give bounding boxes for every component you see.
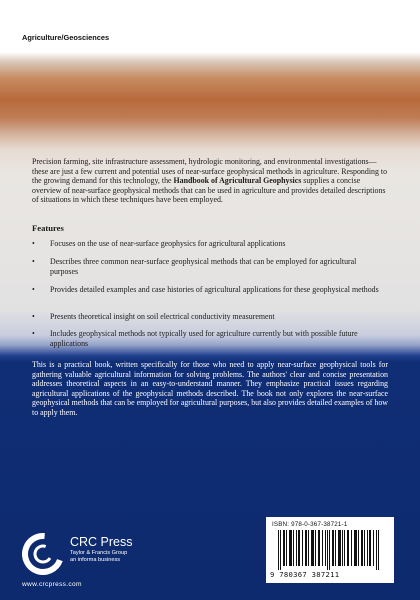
- publisher-group: Taylor & Francis Group: [70, 550, 128, 556]
- publisher-tagline: an informa business: [70, 557, 121, 563]
- feature-item: [32, 257, 382, 276]
- crc-press-logo-icon: [22, 533, 64, 575]
- isbn-text: ISBN: 978-0-367-38721-1: [272, 521, 348, 528]
- intro-paragraph: [32, 157, 388, 205]
- feature-text: Focuses on the use of near-surface geophysics for agricultural applications: [50, 239, 286, 248]
- feature-text: Describes three common near-surface geophysical methods that can be employed for agricultural purposes: [50, 257, 357, 276]
- barcode-number: 9 780367 387211: [270, 570, 340, 579]
- publisher-name: CRC Press: [70, 535, 133, 549]
- publisher-logo: [22, 533, 172, 575]
- intro-text-start: Precision farming, site infrastructure assessment, hydrologic monitoring, and environmental investigations—these are just a few current and potential uses of near-surface geophysical methods in agriculture. Responding to the growing demand for this technology, the: [32, 157, 388, 186]
- feature-item: [32, 239, 382, 249]
- feature-item: [32, 329, 382, 348]
- feature-item: [32, 312, 382, 322]
- feature-text: Provides detailed examples and case histories of agricultural applications for these geophysical methods: [50, 285, 379, 294]
- feature-item: [32, 285, 382, 295]
- category-label: Agriculture/Geosciences: [22, 33, 110, 42]
- bullet-icon: •: [32, 312, 35, 321]
- description-paragraph: This is a practical book, written specifically for those who need to apply near-surface geophysical tools for gathering valuable agricultural information for solving problems. The authors' clear and concise presentation addresses theoretical aspects in an easy-to-understand manner. They emphasize practical issues regarding agricultural applications of the geophysical methods described. The book not only explores the near-surface geophysical methods that can be employed for agricultural purposes, but also provides detailed examples of how to apply them.: [32, 360, 388, 417]
- barcode-panel: [266, 517, 394, 583]
- bullet-icon: •: [32, 329, 35, 338]
- bullet-icon: •: [32, 239, 35, 248]
- publisher-url[interactable]: www.crcpress.com: [22, 581, 82, 588]
- feature-text: Includes geophysical methods not typically used for agriculture currently but with possible future applications: [50, 329, 358, 348]
- bullet-icon: •: [32, 285, 35, 294]
- book-title-inline: Handbook of Agricultural Geophysics: [173, 176, 302, 186]
- barcode-icon: [272, 530, 388, 570]
- bullet-icon: •: [32, 257, 35, 266]
- feature-text: Presents theoretical insight on soil electrical conductivity measurement: [50, 312, 275, 321]
- intro-text-end: supplies a concise overview of near-surface geophysical methods that can be used in agriculture and provides detailed descriptions of situations in which these techniques have been employed.: [32, 176, 386, 205]
- features-heading: Features: [32, 223, 64, 233]
